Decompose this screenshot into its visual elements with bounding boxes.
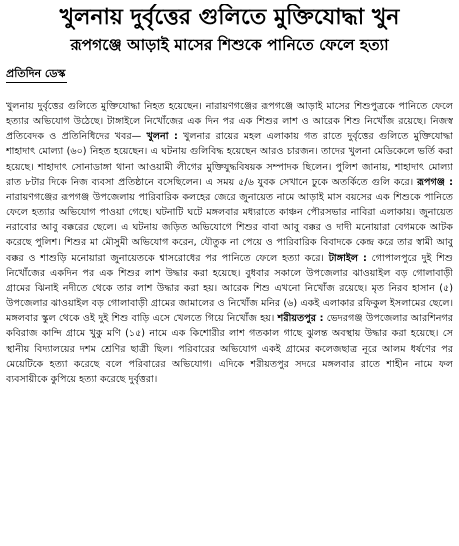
dateline-rupganj: রূপগঞ্জ :	[417, 176, 453, 188]
byline-container	[6, 62, 453, 83]
body-text-segment: খুলনায় দুর্বৃত্তের গুলিতে মুক্তিযোদ্ধা নিহত হয়েছেন। নারায়ণগঞ্জের রূপগঞ্জে আড়াই মাসের শিশুপুত্রকে পানিতে ফেলে হত্যার অভিযোগ উঠেছে। টাঙ্গাইলে নিখোঁজের এক দিন পর এক শিশুর লাশ ও আরেক শিশু নিখোঁজ রয়েছে। নিজস্ব প্রতিবেদক ও প্রতিনিধিদের খবর—	[6, 101, 453, 143]
article-paragraph	[6, 99, 453, 387]
dateline-khulna: খুলনা :	[146, 131, 178, 143]
body-text-segment: খুলনার রায়ের মহল এলাকায় গত রাতে দুর্বৃত্তের গুলিতে মুক্তিযোদ্ধা শাহাদাৎ মোল্যা (৬০) নিহত হয়েছেন। এ ঘটনায় গুলিবিদ্ধ হয়েছেন আরও চারজন। তাদের খুলনা মেডিকেলে ভর্তি করা হয়েছে। শাহাদাৎ সোনাডাঙ্গা থানা আওয়ামী লীগের মুক্তিযুদ্ধবিষয়ক সম্পাদক ছিলেন। পুলিশ জানায়, শাহাদাৎ মোল্যা রাত ৮টার দিকে নিজ ব্যবসা প্রতিষ্ঠানে বসেছিলেন। এ সময় ৫/৬ যুবক সেখানে ঢুকে অতর্কিতে গুলি করে।	[6, 131, 453, 188]
body-text-segment: নারায়ণগঞ্জের রূপগঞ্জ উপজেলায় পারিবারিক কলহের জেরে জুনায়েত নামে আড়াই মাস বয়সের এক শিশুকে পানিতে ফেলে হত্যার অভিযোগ পাওয়া গেছে। ঘটনাটি ঘটে মঙ্গলবার মধ্যরাতে কাঞ্চন পৌরসভার নাবিরা এলাকায়। জুনায়েত নরাবোর আবু বক্করের ছেলে। এ ঘটনায় জড়িত অভিযোগে শিশুর বাবা আবু বক্কর ও দাদী মনোয়ারা বেগমকে আটক করেছে পুলিশ। শিশুর মা মৌসুমী অভিযোগ করেন, যৌতুক না পেয়ে ও পারিবারিক বিবাদকে কেন্দ্র করে তার স্বামী আবু বক্কর ও শাশুড়ি মনোয়ারা জুনায়েতকে শ্বাসরোধের পর পানিতে ফেলে হত্যা করে।	[6, 191, 453, 264]
article-body	[6, 99, 453, 519]
article-headline: খুলনায় দুর্বৃত্তের গুলিতে মুক্তিযোদ্ধা খুন	[59, 5, 400, 30]
body-text-segment: ভেদরগঞ্জ উপজেলার আরশিনগর কবিরাজ কান্দি গ্রামে খুকু মণি (১৫) নামে এক কিশোরীর লাশ গতকাল গাছে ঝুলন্ত অবস্থায় উদ্ধার করা হয়েছে। সে স্থানীয় বিদ্যালয়ের দশম শ্রেণির ছাত্রী ছিল। পরিবারের অভিযোগ একই গ্রামের কলেজছাত্র নূরে আলম ধর্ষণের পর মেয়েটিকে হত্যা করেছে বলে পরিবারের অভিযোগ। এদিকে শরীয়তপুর সদরে মঙ্গলবার রাতে শাহীন নামে ফল ব্যবসায়ীকে কুপিয়ে হত্যা করেছে দুর্বৃত্তরা।	[6, 313, 453, 385]
dateline-shariatpur: শরীয়তপুর :	[277, 313, 324, 325]
body-text-segment: গোপালপুরে দুই শিশু নিখোঁজের একদিন পর এক শিশুর লাশ উদ্ধার করা হয়েছে। বুধবার সকালে উপজেলার ঝাওয়াইল বড় গোলাবাড়ী গ্রামের ঝিনাই নদীতে থেকে তার লাশ উদ্ধার করা হয়। আরেক শিশু এখনো নিখোঁজ রয়েছে। মৃত নিরব হাসান (৫) উপজেলার ঝাওয়াইল বড় গোলাবাড়ী গ্রামের জামালের ও নিখোঁজ মনির (৬) একই এলাকার রফিকুল ইসলামের ছেলে। মঙ্গলবার স্কুল থেকে ওই দুই শিশু বাড়ি এসে খেলতে গিয়ে নিখোঁজ হয়।	[6, 252, 453, 325]
article-byline: প্রতিদিন ডেস্ক	[6, 66, 67, 83]
article-subheadline: রূপগঞ্জে আড়াই মাসের শিশুকে পানিতে ফেলে হত্যা	[70, 36, 389, 54]
dateline-tangail: টাঙ্গাইল :	[328, 252, 367, 264]
